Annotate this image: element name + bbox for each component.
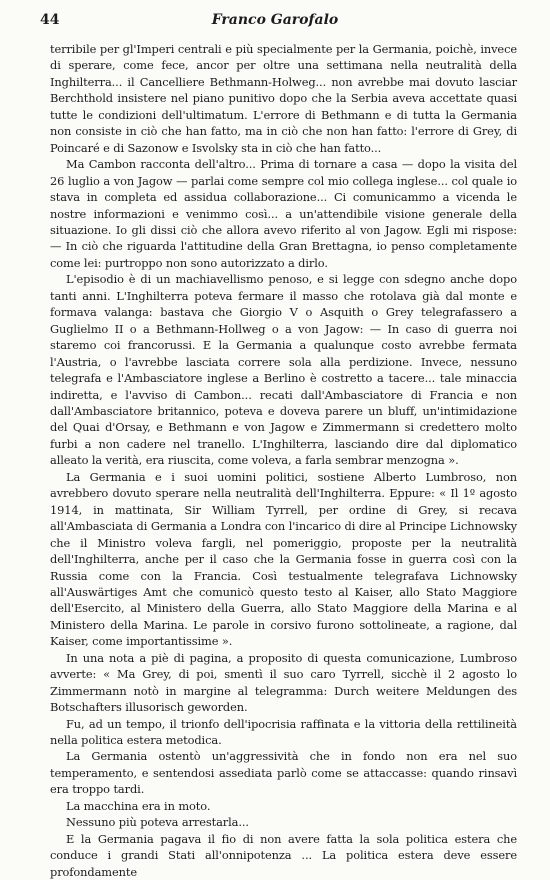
paragraph: Ma Cambon racconta dell'altro... Prima di tornare a casa — dopo la visita del 26 luglio a von Jagow — parlai come sempre col mio collega inglese... col quale io stava in completa ed assidua collaborazione... Ci comunicammo a vicenda le nostre informazioni e venimmo così... a un'attendibile visione generale della situazione. Io gli dissi ciò che allora avevo riferito al von Jagow. Egli mi rispose: — In ciò che riguarda l'attitudine della Gran Brettagna, io penso completamente come lei: purtroppo non sono autorizzato a dirlo. — [50, 157, 517, 270]
paragraph: La Germania e i suoi uomini politici, sostiene Alberto Lumbroso, non avrebbero dovuto sperare nella neutralità dell'Inghilterra. Eppure: « Il 1º agosto 1914, in mattinata, Sir William Tyrrell, per ordine di Grey, si recava all'Ambasciata di Germania a Londra con l'incarico di dire al Principe Lichnowsky che il Ministro voleva fargli, nel pomeriggio, proposte per la neutralità dell'Inghilterra, anche per il caso che la Germania fosse in guerra così con la Russia come con la Francia. Così testualmente telegrafava Lichnowsky all'Auswärtiges Amt che comunicò questo testo al Kaiser, allo Stato Maggiore dell'Esercito, al Ministero della Guerra, allo Stato Maggiore della Marina e al Ministero della Marina. Le parole in corsivo furono sottolineate, a ragione, dal Kaiser, come importantissime ». — [50, 469, 517, 649]
paragraph: Nessuno più poteva arrestarla... — [66, 815, 249, 830]
paragraph: E la Germania pagava il fio di non avere fatta la sola politica estera che conduce i grandi Stati all'onnipotenza ... La politica estera deve essere profondamente — [50, 831, 517, 879]
paragraph: L'episodio è di un machiavellismo penoso, e si legge con sdegno anche dopo tanti anni. L'Inghilterra poteva fermare il masso che rotolava già dal monte e formava valanga: bastava che Giorgio V o Asquith o Grey telegrafassero a Guglielmo II o a Bethmann-Hollweg o a von Jagow: — In caso di guerra noi staremo coi francorussi. E la Germania a qualunque costo avrebbe fermata l'Austria, o l'avrebbe lasciata correre sola alla perdizione. Invece, nessuno telegrafa e l'Ambasciatore inglese a Berlino è costretto a tacere... tale minaccia indiretta, e l'avviso di Cambon... recati dall'Ambasciatore di Francia e non dall'Ambasciatore britannico, poteva e doveva parere un bluff, un'intimidazione del Quai d'Orsay, e Bethmann e von Jagow e Zimmermann si credettero molto furbi a non cadere nel tranello. L'Inghilterra, lasciando dire dal diplomatico alleato la verità, era riuscita, come voleva, a farla sembrar menzogna ». — [50, 272, 517, 468]
paragraph: In una nota a piè di pagina, a proposito di questa comunicazione, Lumbroso avverte: « Ma Grey, di poi, smentì il suo caro Tyrrell, sicchè il 2 agosto lo Zimmermann notò in margine al telegramma: Durch weitere Meldungen des Botschafters illusorisch geworden. — [50, 650, 517, 715]
page-number: 44 — [40, 12, 60, 28]
page-body — [50, 41, 517, 880]
paragraph: La Germania ostentò un'aggressività che in fondo non era nel suo temperamento, e sentendosi assediata parlò come se attaccasse: quando rinsavì era troppo tardi. — [50, 749, 517, 797]
paragraph: terribile per gl'Imperi centrali e più specialmente per la Germania, poichè, invece di sperare, come fece, ancor per oltre una settimana nella neutralità della Inghilterra... il Cancelliere Bethmann-Holweg... non avrebbe mai dovuto lasciar Berchthold insistere nel piano punitivo dopo che la Serbia aveva accettate quasi tutte le condizioni dell'ultimatum. L'errore di Bethmann e di tutta la Germania non consiste in ciò che han fatto, ma in ciò che non han fatto: l'errore di Grey, di Poincaré e di Sazonow e Isvolsky sta in ciò che han fatto... — [50, 42, 517, 155]
running-title: Franco Garofalo — [211, 12, 339, 28]
page-header — [40, 12, 510, 30]
paragraph: Fu, ad un tempo, il trionfo dell'ipocrisia raffinata e la vittoria della rettilineità nella politica estera metodica. — [50, 716, 517, 748]
paragraph: La macchina era in moto. — [66, 798, 211, 813]
